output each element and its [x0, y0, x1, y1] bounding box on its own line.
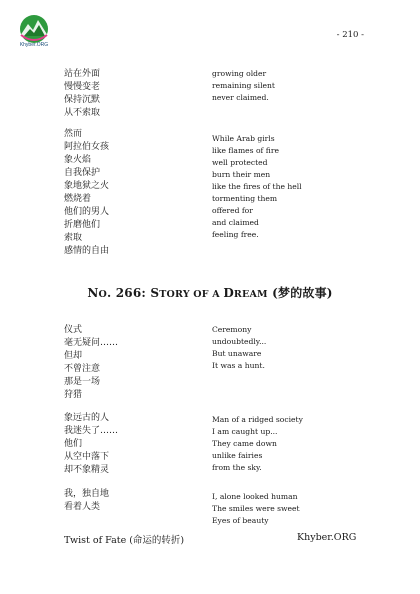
verse-line: well protected: [212, 158, 268, 167]
verse-line: remaining silent: [212, 81, 275, 90]
verse-line: The smiles were sweet: [212, 504, 300, 513]
verse-line: 狩猎: [64, 390, 83, 400]
verse-line: 感情的自由: [64, 246, 110, 256]
verse-line: 折磨他们: [64, 220, 101, 230]
verse-line: 仪式: [64, 325, 83, 335]
poem-heading: NO. 266: STORY OF A DREAM (梦的故事): [87, 286, 333, 300]
verse-line: Ceremony: [212, 325, 252, 334]
verse-line: 却不象精灵: [64, 465, 110, 475]
verse-line: 阿拉伯女孩: [64, 142, 110, 152]
footer-site: Khyber.ORG: [297, 532, 357, 543]
verse-line: 他们: [64, 439, 83, 449]
verse-line: 我迷失了……: [64, 426, 119, 436]
verse-line: 他们的男人: [64, 207, 110, 217]
verse-line: unlike fairies: [212, 451, 263, 460]
verse-line: They came down: [212, 439, 277, 448]
verse-line: 那是一场: [64, 377, 101, 387]
verse-line: Man of a ridged society: [212, 415, 303, 424]
stanza-5-english: [212, 491, 300, 527]
verse-line: from the sky.: [212, 463, 262, 472]
page-number: - 210 -: [336, 30, 364, 40]
logo-text: Khyber.ORG: [19, 42, 49, 48]
verse-line: 象火焰: [64, 155, 92, 165]
verse-line: But unaware: [212, 349, 262, 358]
verse-line: It was a hunt.: [212, 361, 265, 370]
verse-line: offered for: [212, 206, 253, 215]
verse-line: While Arab girls: [212, 134, 275, 143]
verse-line: and claimed: [212, 218, 259, 227]
verse-line: tormenting them: [212, 194, 278, 203]
stanza-1-chinese: [64, 68, 100, 120]
verse-line: 看着人类: [64, 502, 101, 512]
verse-line: 从不索取: [64, 108, 101, 118]
verse-line: 慢慢变老: [64, 82, 101, 92]
verse-line: burn their men: [212, 170, 271, 179]
verse-line: 但却: [64, 351, 83, 361]
stanza-2-english: [212, 133, 302, 241]
verse-line: I am caught up...: [212, 427, 278, 436]
verse-line: 站在外面: [64, 69, 101, 79]
stanza-4-chinese: [64, 412, 118, 477]
stanza-3-english: [212, 324, 266, 372]
stanza-1-english: [212, 68, 275, 104]
verse-line: undoubtedly...: [212, 337, 267, 346]
verse-line: feeling free.: [212, 230, 259, 239]
stanza-5-chinese: [64, 488, 109, 514]
verse-line: growing older: [212, 69, 267, 78]
stanza-2-chinese: [64, 128, 109, 258]
verse-line: like the fires of the hell: [212, 182, 302, 191]
footer-book-title: Twist of Fate (命运的转折): [64, 535, 185, 546]
verse-line: 不曾注意: [64, 364, 101, 374]
verse-line: like flames of fire: [212, 146, 279, 155]
stanza-4-english: [212, 414, 303, 474]
stanza-3-chinese: [64, 324, 118, 402]
verse-line: I, alone looked human: [212, 492, 298, 501]
verse-line: 燃烧着: [64, 194, 92, 204]
verse-line: 索取: [64, 233, 83, 243]
verse-line: 然而: [64, 129, 83, 139]
verse-line: 我，独自地: [64, 489, 110, 499]
verse-line: 自我保护: [64, 168, 101, 178]
verse-line: never claimed.: [212, 93, 269, 102]
verse-line: 象地狱之火: [64, 181, 110, 191]
verse-line: Eyes of beauty: [212, 516, 269, 525]
verse-line: 毫无疑问……: [64, 338, 119, 348]
verse-line: 保持沉默: [64, 95, 101, 105]
verse-line: 从空中落下: [64, 452, 110, 462]
verse-line: 象远古的人: [64, 413, 110, 423]
